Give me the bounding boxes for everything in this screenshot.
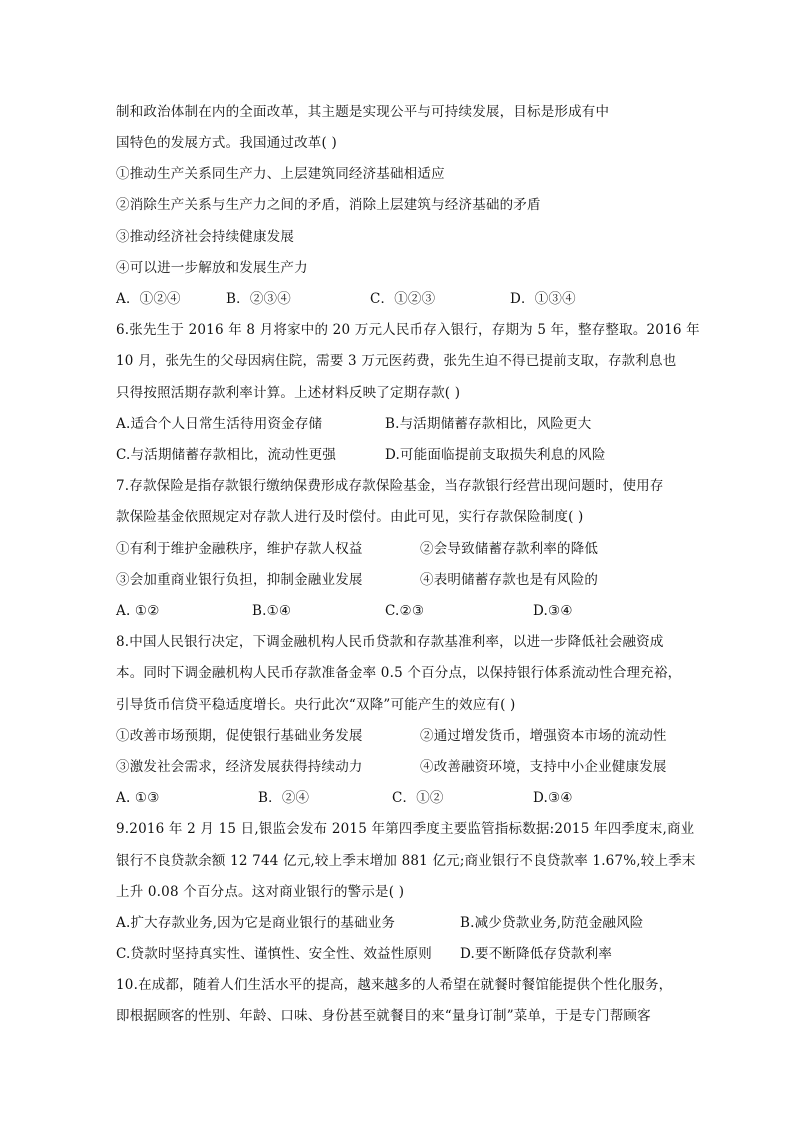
q5-option-b: B．②③④ [226, 291, 291, 307]
q8-statement-4: ④改善融资环境，支持中小企业健康发展 [420, 759, 667, 775]
q8-option-b: B．②④ [258, 790, 310, 806]
q5-statement-4: ④可以进一步解放和发展生产力 [116, 260, 308, 276]
q8-stem-line-3: 引导货币信贷平稳适度增长。央行此次“双降”可能产生的效应有( ) [116, 697, 516, 713]
q5-stem-line-2: 国特色的发展方式。我国通过改革( ) [116, 135, 337, 151]
q9-option-c: C.贷款时坚持真实性、谨慎性、安全性、效益性原则 [116, 946, 432, 962]
q5-statement-3: ③推动经济社会持续健康发展 [116, 229, 295, 245]
q8-option-c: C．①② [392, 790, 444, 806]
q9-option-a: A.扩大存款业务,因为它是商业银行的基础业务 [116, 915, 396, 931]
q8-stem-line-1: 8.中国人民银行决定，下调金融机构人民币贷款和存款基准利率，以进一步降低社会融资成 [116, 634, 664, 650]
q7-option-a: A. ①② [116, 603, 160, 619]
q7-option-b: B.①④ [252, 603, 292, 619]
q8-option-d: D.③④ [533, 790, 573, 806]
q8-statement-3: ③激发社会需求，经济发展获得持续动力 [116, 759, 363, 775]
q5-option-c: C．①②③ [370, 291, 436, 307]
q5-option-d: D．①③④ [510, 291, 576, 307]
q6-stem-line-1: 6.张先生于 2016 年 8 月将家中的 20 万元人民币存入银行，存期为 5 年，整存整取。2016 年 [116, 322, 700, 338]
q7-option-d: D.③④ [533, 603, 573, 619]
q8-stem-line-2: 本。同时下调金融机构人民币存款准备金率 0.5 个百分点，以保持银行体系流动性合理充裕， [116, 665, 682, 681]
q8-option-a: A. ①③ [116, 790, 160, 806]
q6-option-a: A.适合个人日常生活待用资金存储 [116, 416, 323, 432]
q8-statement-1: ①改善市场预期，促使银行基础业务发展 [116, 728, 363, 744]
q5-stem-line-1: 制和政治体制在内的全面改革，其主题是实现公平与可持续发展，目标是形成有中 [116, 104, 610, 120]
q9-stem-line-3: 上升 0.08 个百分点。这对商业银行的警示是( ) [116, 884, 405, 900]
q6-option-c: C.与活期储蓄存款相比，流动性更强 [116, 447, 337, 463]
q7-statement-3: ③会加重商业银行负担，抑制金融业发展 [116, 572, 363, 588]
q7-stem-line-2: 款保险基金依照规定对存款人进行及时偿付。由此可见，实行存款保险制度( ) [116, 509, 584, 525]
q5-statement-2: ②消除生产关系与生产力之间的矛盾，消除上层建筑与经济基础的矛盾 [116, 197, 541, 213]
q7-statement-2: ②会导致储蓄存款利率的降低 [420, 541, 599, 557]
q6-stem-line-2: 10 月，张先生的父母因病住院，需要 3 万元医药费，张先生迫不得已提前支取，存款利息也 [116, 353, 677, 369]
q10-stem-line-2: 即根据顾客的性别、年龄、口味、身份甚至就餐目的来“量身订制”菜单，于是专门帮顾客 [116, 1008, 651, 1024]
q7-option-c: C.②③ [385, 603, 425, 619]
q10-stem-line-1: 10.在成都，随着人们生活水平的提高，越来越多的人希望在就餐时餐馆能提供个性化服务， [116, 977, 673, 993]
q5-statement-1: ①推动生产关系同生产力、上层建筑同经济基础相适应 [116, 166, 445, 182]
q7-statement-1: ①有利于维护金融秩序，维护存款人权益 [116, 541, 363, 557]
q9-option-b: B.减少贷款业务,防范金融风险 [460, 915, 644, 931]
q6-option-b: B.与活期储蓄存款相比，风险更大 [385, 416, 592, 432]
q9-stem-line-1: 9.2016 年 2 月 15 日,银监会发布 2015 年第四季度主要监管指标数据:2015 年四季度末,商业 [116, 821, 695, 837]
q9-stem-line-2: 银行不良贷款余额 12 744 亿元,较上季末增加 881 亿元;商业银行不良贷款率 1.67%,较上季末 [116, 853, 696, 869]
q6-option-d: D.可能面临提前支取损失利息的风险 [385, 447, 606, 463]
q9-option-d: D.要不断降低存贷款利率 [460, 946, 613, 962]
q7-stem-line-1: 7.存款保险是指存款银行缴纳保费形成存款保险基金，当存款银行经营出现问题时，使用存 [116, 478, 664, 494]
q8-statement-2: ②通过增发货币，增强资本市场的流动性 [420, 728, 667, 744]
q5-option-a: A．①②④ [116, 291, 181, 307]
q7-statement-4: ④表明储蓄存款也是有风险的 [420, 572, 599, 588]
q6-stem-line-3: 只得按照活期存款利率计算。上述材料反映了定期存款( ) [116, 385, 461, 401]
